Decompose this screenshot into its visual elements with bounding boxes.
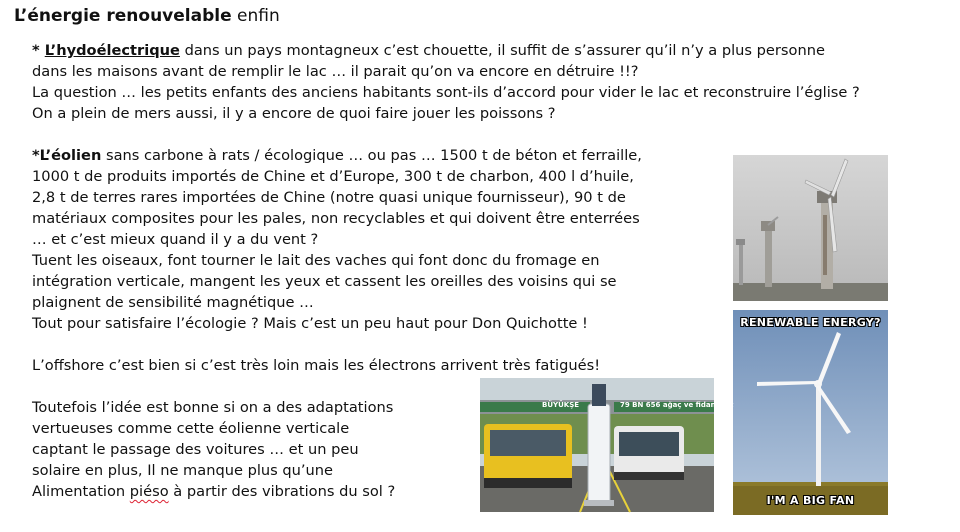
old-wind-turbines-photo	[733, 155, 888, 301]
eolien-line-9: Tout pour satisfaire l’écologie ? Mais c’est un peu haut pour Don Quichotte !	[32, 315, 588, 332]
bus-sign-left: BÜYÜKŞE	[542, 401, 580, 409]
hydro-label: L’hydoélectrique	[44, 42, 180, 59]
spellcheck-word: piéso	[129, 483, 169, 500]
meme-bottom-caption: I'M A BIG FAN	[766, 494, 855, 507]
eolien-line-5: … et c’est mieux quand il y a du vent ?	[32, 231, 319, 248]
renewable-energy-meme	[733, 310, 888, 515]
bus-vertical-turbine-photo	[480, 378, 734, 512]
ideas-line-1: Toutefois l’idée est bonne si on a des adaptations	[32, 399, 394, 416]
meme-top-caption: RENEWABLE ENERGY?	[740, 316, 881, 329]
eolien-line-3: 2,8 t de terres rares importées de Chine (notre quasi unique fournisseur), 90 t de	[32, 189, 626, 206]
ideas-line-2: vertueuses comme cette éolienne verticale	[32, 420, 350, 437]
eolien-line-2: 1000 t de produits importés de Chine et d’Europe, 300 t de charbon, 400 l d’huile,	[32, 168, 634, 185]
title-bold: L’énergie renouvelable	[14, 6, 232, 26]
eolien-line-8: plaignent de sensibilité magnétique …	[32, 294, 314, 311]
page-title	[14, 5, 280, 27]
ideas-line-4: solaire en plus, Il ne manque plus qu’une	[32, 462, 334, 479]
eolien-line-1: *L’éolien sans carbone à rats / écologique … ou pas … 1500 t de béton et ferraille,	[32, 147, 642, 164]
ideas-line-5: Alimentation piéso à partir des vibrations du sol ?	[32, 483, 396, 500]
eolien-line-4: matériaux composites pour les pales, non recyclables et qui doivent être enterrées	[32, 210, 640, 227]
eolien-line-6: Tuent les oiseaux, font tourner le lait des vaches qui font donc du fromage en	[32, 252, 600, 269]
hydro-line-2: dans les maisons avant de remplir le lac … il parait qu’on va encore en détruire !!?	[32, 63, 639, 80]
eolien-line-7: intégration verticale, mangent les yeux et cassent les oreilles des voisins qui se	[32, 273, 617, 290]
hydro-line-3: La question … les petits enfants des anciens habitants sont-ils d’accord pour vider le lac et reconstruire l’église ?	[32, 84, 860, 101]
hydro-line-1: * L’hydoélectrique dans un pays montagneux c’est chouette, il suffit de s’assurer qu’il n’y a plus personne	[32, 42, 825, 59]
ideas-line-3: captant le passage des voitures … et un peu	[32, 441, 359, 458]
hydro-line-4: On a plein de mers aussi, il y a encore de quoi faire jouer les poissons ?	[32, 105, 556, 122]
eolien-label: *L’éolien	[32, 147, 102, 164]
title-rest: enfin	[237, 6, 280, 26]
offshore-line: L’offshore c’est bien si c’est très loin mais les électrons arrivent très fatigués!	[32, 357, 601, 374]
bus-sign-right: 79 BN 656 ağaç ve fidan dikt	[620, 401, 734, 409]
